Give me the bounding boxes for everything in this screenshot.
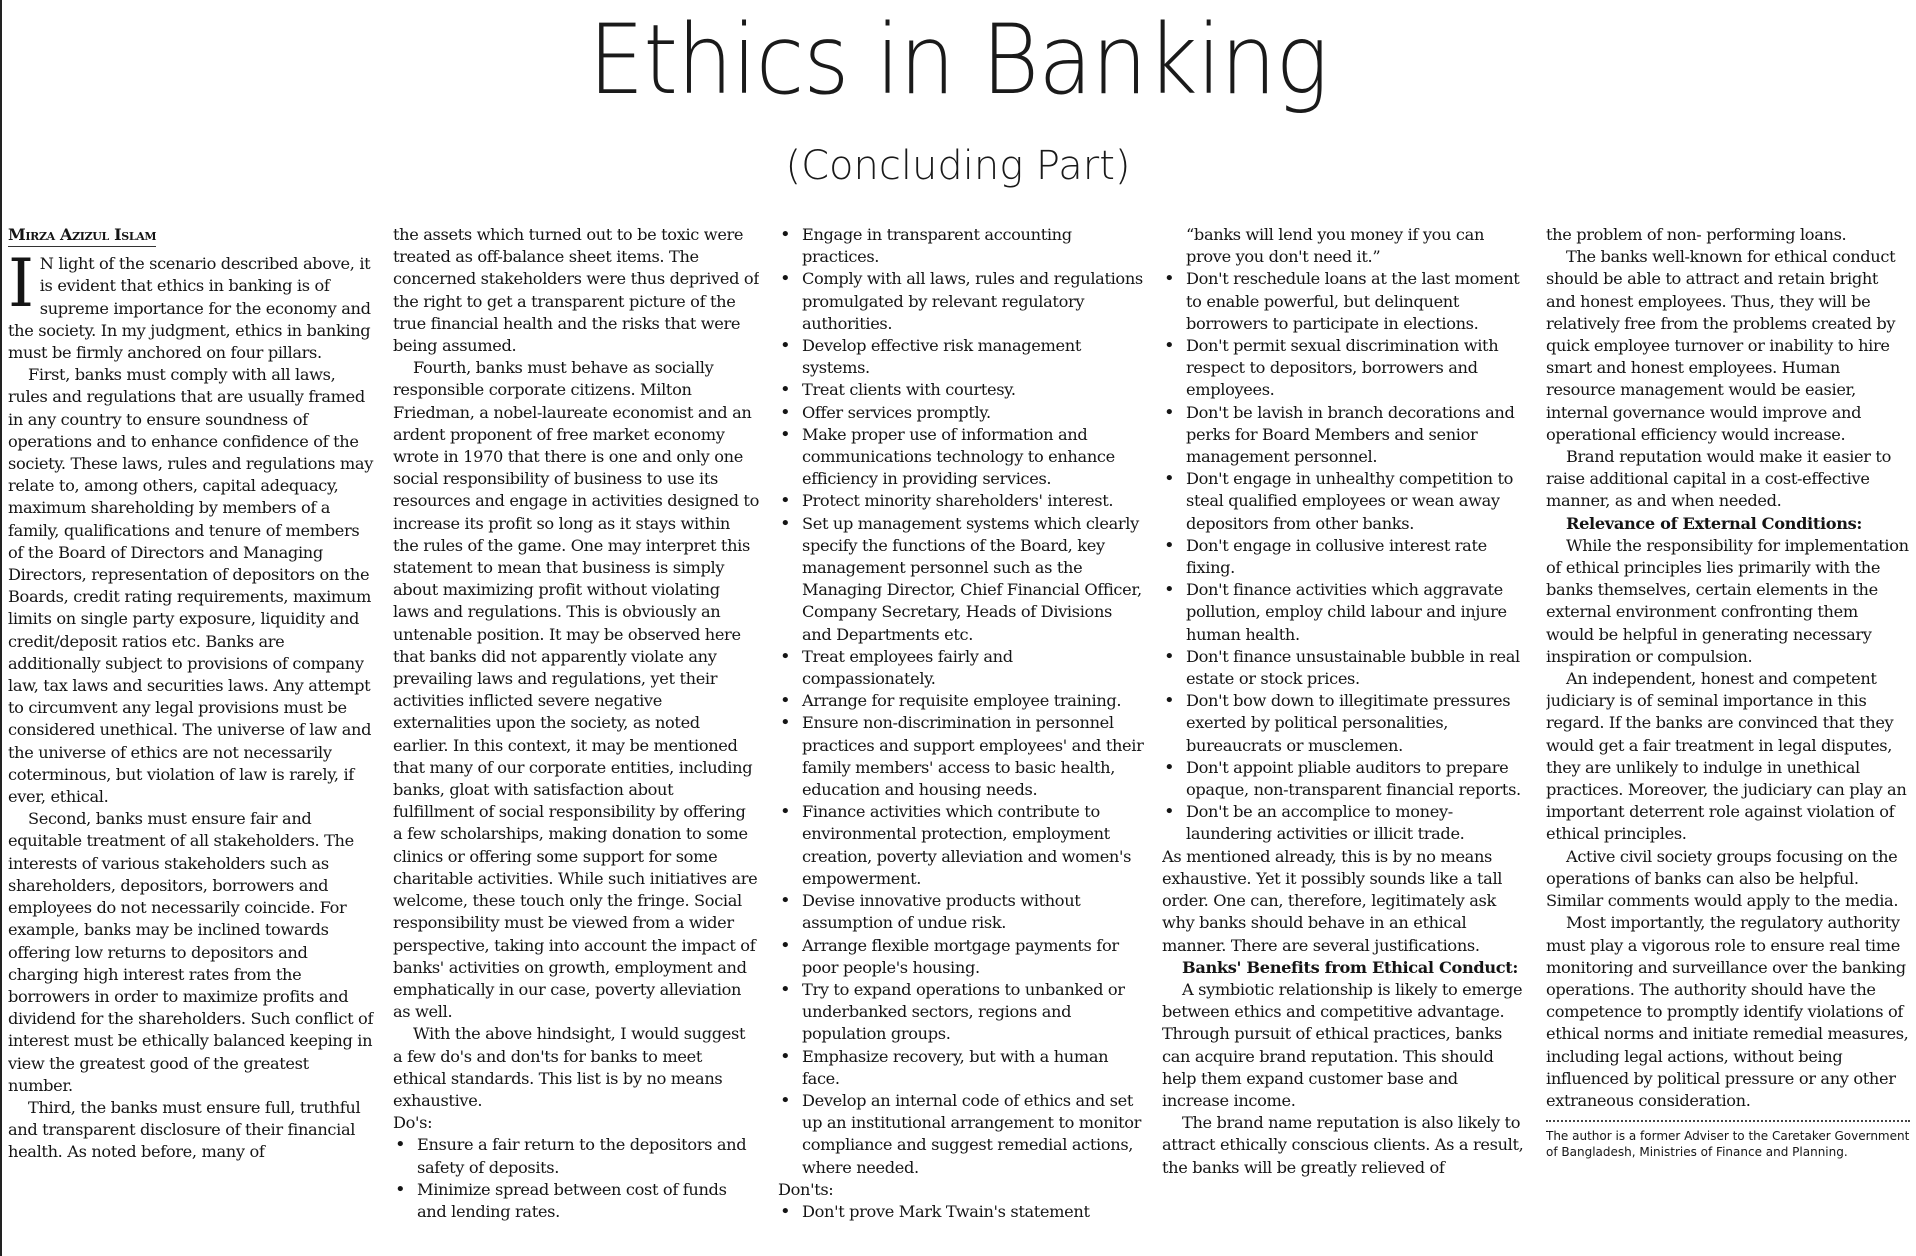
list-item: • Develop effective risk management systems.: [802, 335, 1144, 379]
paragraph-fourth-pillar: Fourth, banks must behave as socially responsible corporate citizens. Milton Friedman, a nobel-laureate economist and an ardent proponent of free market economy wrote in 1970 that there is one and only one social responsibility of business to use its resources and engage in activities designed to increase its profit so long as it stays within the rules of the game. One may interpret this statement to mean that business is simply about maximizing profit without violating laws and regulations. This is obviously an untenable position. It may be observed here that banks did not apparently violate any prevailing laws and regulations, yet their activities inflicted severe negative externalities upon the society, as noted earlier. In this context, it may be mentioned that many of our corporate entities, including banks, gloat with satisfaction about fulfillment of social responsibility by offering a few scholarships, making donation to some clinics or offering some support for some charitable activities. While such initiatives are welcome, these touch only the fringe. Social responsibility must be viewed from a wider perspective, taking into account the impact of banks' activities on growth, employment and emphatically in our case, poverty alleviation as well.: [393, 358, 759, 1022]
list-item: • Minimize spread between cost of funds and lending rates.: [417, 1179, 759, 1223]
donts-list-part-1: [778, 1201, 1144, 1223]
dos-label: Do's:: [393, 1113, 433, 1133]
column-2: [393, 224, 759, 1256]
list-item: • Don't be lavish in branch decorations and perks for Board Members and senior management personnel.: [1186, 402, 1528, 469]
column-4: [1162, 224, 1528, 1256]
list-item: • Arrange flexible mortgage payments for poor people's housing.: [802, 935, 1144, 979]
list-item: • Don't appoint pliable auditors to prepare opaque, non-transparent financial reports.: [1186, 757, 1528, 801]
subheadline: (Concluding Part): [785, 143, 1131, 189]
intro-text: N light of the scenario described above, it is evident that ethics in banking is of supreme importance for the economy and the society. In my judgment, ethics in banking must be firmly anchored on four pillars.: [8, 254, 371, 363]
list-item: • Don't permit sexual discrimination with respect to depositors, borrowers and employees.: [1186, 335, 1528, 402]
article-columns: [0, 224, 1916, 1256]
dos-list-part-2: [778, 224, 1144, 1179]
column-5: [1546, 224, 1910, 1256]
paragraph-first-pillar: First, banks must comply with all laws, rules and regulations that are usually framed in any country to ensure soundness of operations and to enhance confidence of the society. These laws, rules and regulations may relate to, among others, capital adequacy, maximum shareholding by members of a family, qualifications and tenure of members of the Board of Directors and Managing Directors, representation of depositors on the Boards, credit rating requirements, maximum limits on single party exposure, liquidity and credit/deposit ratios etc. Banks are additionally subject to provisions of company law, tax laws and securities laws. Any attempt to circumvent any legal provisions must be considered unethical. The universe of law and the universe of ethics are not necessarily coterminous, but violation of law is rarely, if ever, ethical.: [8, 365, 374, 807]
dos-list-part-1: [393, 1134, 759, 1223]
headline: Ethics in Banking: [588, 4, 1328, 116]
column-1: [8, 224, 374, 1256]
list-item: • Ensure a fair return to the depositors and safety of deposits.: [417, 1134, 759, 1178]
list-item: • Don't bow down to illegitimate pressures exerted by political personalities, bureaucrats or musclemen.: [1186, 690, 1528, 757]
drop-cap: I: [8, 245, 34, 323]
paragraph-justifications: As mentioned already, this is by no means exhaustive. Yet it possibly sounds like a tall order. One can, therefore, legitimately ask why banks should behave in an ethical manner. There are several justifications.: [1162, 846, 1503, 955]
list-item: • Try to expand operations to unbanked or underbanked sectors, regions and population groups.: [802, 979, 1144, 1046]
paragraph-third-pillar: Third, the banks must ensure full, truthful and transparent disclosure of their financial health. As noted before, many of: [8, 1097, 361, 1162]
paragraph-continued: the assets which turned out to be toxic were treated as off-balance sheet items. The concerned stakeholders were thus deprived of the right to get a transparent picture of the true financial health and the risks that were being assumed.: [393, 225, 759, 356]
list-item: • Engage in transparent accounting practices.: [802, 224, 1144, 268]
author-footnote: The author is a former Adviser to the Caretaker Government of Bangladesh, Ministries of Finance and Planning.: [1546, 1120, 1910, 1160]
list-item: • Set up management systems which clearly specify the functions of the Board, key management personnel such as the Managing Director, Chief Financial Officer, Company Secretary, Heads of Divisions and Departments etc.: [802, 513, 1144, 646]
list-item-continued: “banks will lend you money if you can prove you don't need it.”: [1186, 225, 1485, 267]
paragraph-responsibility: While the responsibility for implementation of ethical principles lies primarily with the banks themselves, certain elements in the external environment confronting them would be helpful in generating necessary inspiration or compulsion.: [1546, 535, 1909, 666]
column-3: [778, 224, 1144, 1256]
paragraph-brand-name: The brand name reputation is also likely to attract ethically conscious clients. As a result, the banks will be greatly relieved of: [1162, 1113, 1524, 1177]
paragraph-employees: The banks well-known for ethical conduct should be able to attract and retain bright and honest employees. Thus, they will be relatively free from the problems created by quick employee turnover or inability to hire smart and honest employees. Human resource management would be easier, internal governance would improve and operational efficiency would increase.: [1546, 247, 1896, 444]
list-item: • Finance activities which contribute to environmental protection, employment creation, poverty alleviation and women's empowerment.: [802, 801, 1144, 890]
list-item: • Don't prove Mark Twain's statement: [802, 1201, 1144, 1223]
list-item: • Don't engage in collusive interest rate fixing.: [1186, 535, 1528, 579]
list-item: • Treat clients with courtesy.: [802, 379, 1144, 401]
paragraph-second-pillar: Second, banks must ensure fair and equitable treatment of all stakeholders. The interests of various stakeholders such as shareholders, depositors, borrowers and employees do not necessarily coincide. For example, banks may be inclined towards offering low returns to depositors and charging high interest rates from the borrowers in order to maximize profits and dividend for the shareholders. Such conflict of interest must be ethically balanced keeping in view the greatest good of the greatest number.: [8, 809, 374, 1095]
intro-paragraph: [8, 245, 374, 364]
list-item: • Make proper use of information and communications technology to enhance efficiency in providing services.: [802, 424, 1144, 491]
section-heading-benefits: Banks' Benefits from Ethical Conduct:: [1182, 957, 1519, 977]
list-item: • Don't engage in unhealthy competition to steal qualified employees or wean away depositors from other banks.: [1186, 468, 1528, 535]
paragraph-dos-donts-intro: With the above hindsight, I would suggest a few do's and don'ts for banks to meet ethical standards. This list is by no means exhaustive.: [393, 1024, 746, 1110]
list-item: • Don't finance unsustainable bubble in real estate or stock prices.: [1186, 646, 1528, 690]
list-item: • Treat employees fairly and compassionately.: [802, 646, 1144, 690]
paragraph-symbiotic: A symbiotic relationship is likely to emerge between ethics and competitive advantage. Through pursuit of ethical practices, banks can acquire brand reputation. This should help them expand customer base and increase income.: [1162, 979, 1523, 1110]
list-item: • Emphasize recovery, but with a human face.: [802, 1046, 1144, 1090]
list-item: • Arrange for requisite employee training.: [802, 690, 1144, 712]
paragraph-judiciary: An independent, honest and competent judiciary is of seminal importance in this regard. If the banks are convinced that they would get a fair treatment in legal disputes, they are unlikely to indulge in unethical practices. Moreover, the judiciary can play an important deterrent role against violation of ethical principles.: [1546, 669, 1907, 844]
paragraph-capital: Brand reputation would make it easier to raise additional capital in a cost-effective manner, as and when needed.: [1546, 447, 1891, 511]
paragraph-civil-society: Active civil society groups focusing on the operations of banks can also be helpful. Similar comments would apply to the media.: [1546, 846, 1899, 911]
list-item: • Comply with all laws, rules and regulations promulgated by relevant regulatory authorities.: [802, 268, 1144, 335]
paragraph-regulatory: Most importantly, the regulatory authority must play a vigorous role to ensure real time monitoring and surveillance over the banking operations. The authority should have the competence to promptly identify violations of ethical norms and initiate remedial measures, including legal actions, without being influenced by political pressure or any other extraneous consideration.: [1546, 913, 1909, 1110]
section-heading-external: Relevance of External Conditions:: [1566, 513, 1863, 533]
list-item: • Don't finance activities which aggravate pollution, employ child labour and injure human health.: [1186, 579, 1528, 646]
paragraph-continued: the problem of non- performing loans.: [1546, 225, 1847, 244]
list-item: • Don't be an accomplice to money-laundering activities or illicit trade.: [1186, 801, 1528, 845]
list-item: • Protect minority shareholders' interest.: [802, 490, 1144, 512]
list-item: • Offer services promptly.: [802, 402, 1144, 424]
donts-label: Don'ts:: [778, 1179, 834, 1199]
list-item: • Devise innovative products without assumption of undue risk.: [802, 890, 1144, 934]
list-item: • Ensure non-discrimination in personnel practices and support employees' and their family members' access to basic health, education and housing needs.: [802, 712, 1144, 801]
list-item: • Don't reschedule loans at the last moment to enable powerful, but delinquent borrowers to participate in elections.: [1186, 268, 1528, 335]
list-item: • Develop an internal code of ethics and set up an institutional arrangement to monitor compliance and suggest remedial actions, where needed.: [802, 1090, 1144, 1179]
donts-list-part-2: [1162, 224, 1528, 846]
author-byline: Mirza Azizul Islam: [8, 224, 156, 247]
